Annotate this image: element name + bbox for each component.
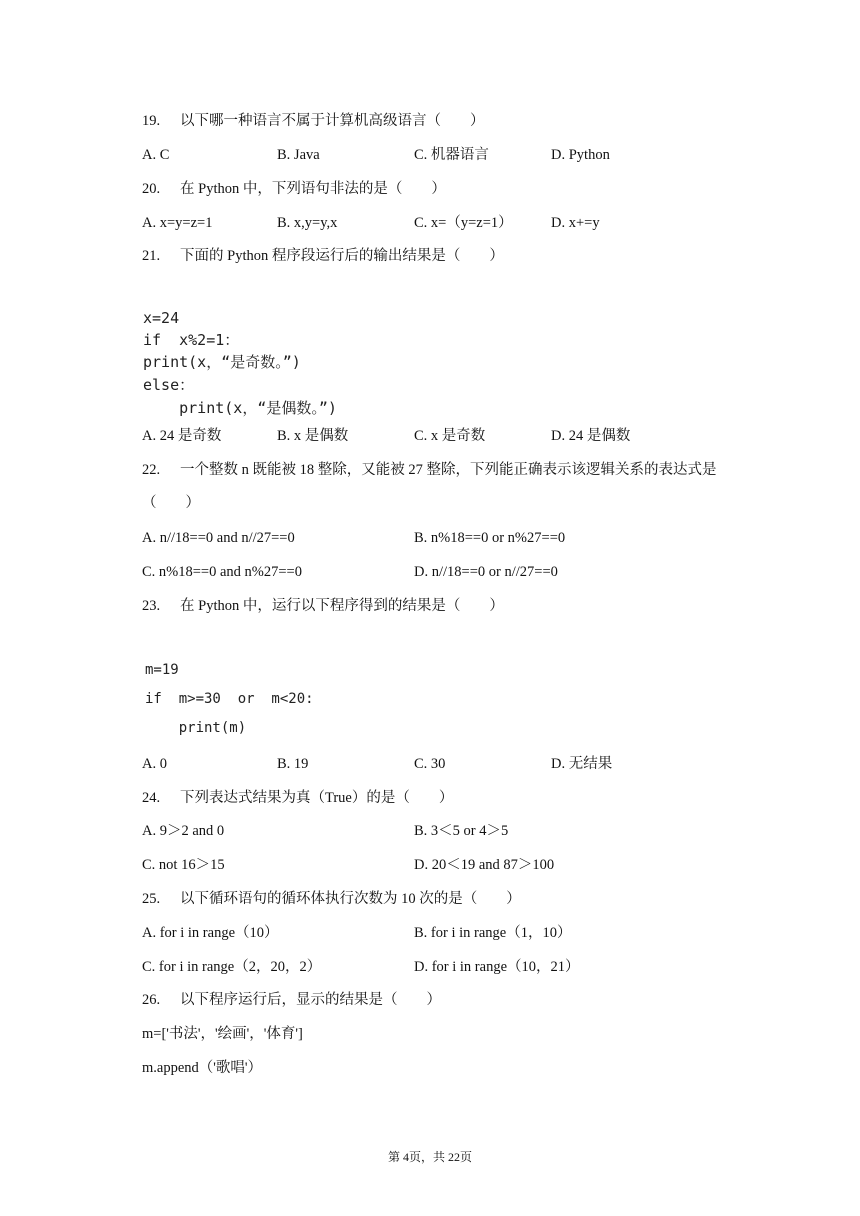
code-line: m=['书法'，'绘画'，'体育'] [142,1026,303,1042]
option-a: A. n//18==0 and n//27==0 [142,530,295,546]
option-a: A. C [142,147,170,163]
option-c: C. x 是奇数 [414,428,486,444]
option-b: B. 19 [277,756,309,772]
option-d: D. 无结果 [551,756,613,772]
option-c: C. 机器语言 [414,147,489,163]
question-26 [142,991,441,1009]
option-a: A. 0 [142,756,167,772]
question-number: 19. [142,113,161,129]
option-d: D. 20＜19 and 87＞100 [414,857,555,873]
page-footer: 第 4页，共 22页 [387,1150,472,1164]
option-b: B. x,y=y,x [277,215,338,231]
option-b: B. n%18==0 or n%27==0 [414,530,566,546]
question-20 [142,180,446,198]
option-a: A. for i in range（10） [142,925,279,941]
code-line: print(x，“是奇数。”) [143,353,301,371]
code-line: if m>=30 or m<20: [145,691,314,707]
code-line: else： [143,376,195,394]
option-a: A. 9＞2 and 0 [142,823,225,839]
question-number: 21. [142,248,161,264]
code-line: print(m) [145,720,247,736]
question-22 [142,461,717,479]
option-d: D. Python [551,147,610,163]
question-text: 下面的 Python 程序段运行后的输出结果是（ ） [180,248,504,264]
question-text: 下列表达式结果为真（True）的是（ ） [180,790,454,806]
option-c: C. 30 [414,756,446,772]
option-b: B. x 是偶数 [277,428,349,444]
option-d: D. x+=y [551,215,600,231]
option-c: C. n%18==0 and n%27==0 [142,564,302,580]
option-d: D. for i in range（10，21） [414,959,580,975]
question-23 [142,597,504,615]
question-number: 25. [142,891,161,907]
code-line: m.append（'歌唱'） [142,1060,262,1076]
option-c: C. not 16＞15 [142,857,225,873]
question-text: 在 Python 中，下列语句非法的是（ ） [180,181,446,197]
question-text: 以下循环语句的循环体执行次数为 10 次的是（ ） [180,891,521,907]
question-24 [142,789,453,807]
code-line: print(x，“是偶数。”) [143,399,337,417]
code-line: if x%2=1： [143,331,240,349]
code-line: m=19 [145,662,179,678]
question-text: 一个整数 n 既能被 18 整除，又能被 27 整除，下列能正确表示该逻辑关系的表达式是 [180,462,717,478]
option-c: C. x=（y=z=1） [414,215,513,231]
question-text: 以下哪一种语言不属于计算机高级语言（ ） [180,113,485,129]
question-number: 24. [142,790,161,806]
code-line: x=24 [143,309,180,327]
option-b: B. 3＜5 or 4＞5 [414,823,509,839]
question-19 [142,112,485,130]
question-number: 23. [142,598,161,614]
option-a: A. x=y=z=1 [142,215,213,231]
question-text: 在 Python 中，运行以下程序得到的结果是（ ） [180,598,504,614]
question-21 [142,247,504,265]
option-b: B. for i in range（1，10） [414,925,572,941]
option-d: D. 24 是偶数 [551,428,631,444]
option-d: D. n//18==0 or n//27==0 [414,564,558,580]
option-b: B. Java [277,147,320,163]
question-number: 26. [142,992,161,1008]
question-number: 20. [142,181,161,197]
question-text-continuation: （ ） [142,495,200,511]
question-text: 以下程序运行后，显示的结果是（ ） [180,992,441,1008]
question-number: 22. [142,462,161,478]
option-a: A. 24 是奇数 [142,428,222,444]
option-c: C. for i in range（2，20，2） [142,959,322,975]
question-25 [142,890,521,908]
